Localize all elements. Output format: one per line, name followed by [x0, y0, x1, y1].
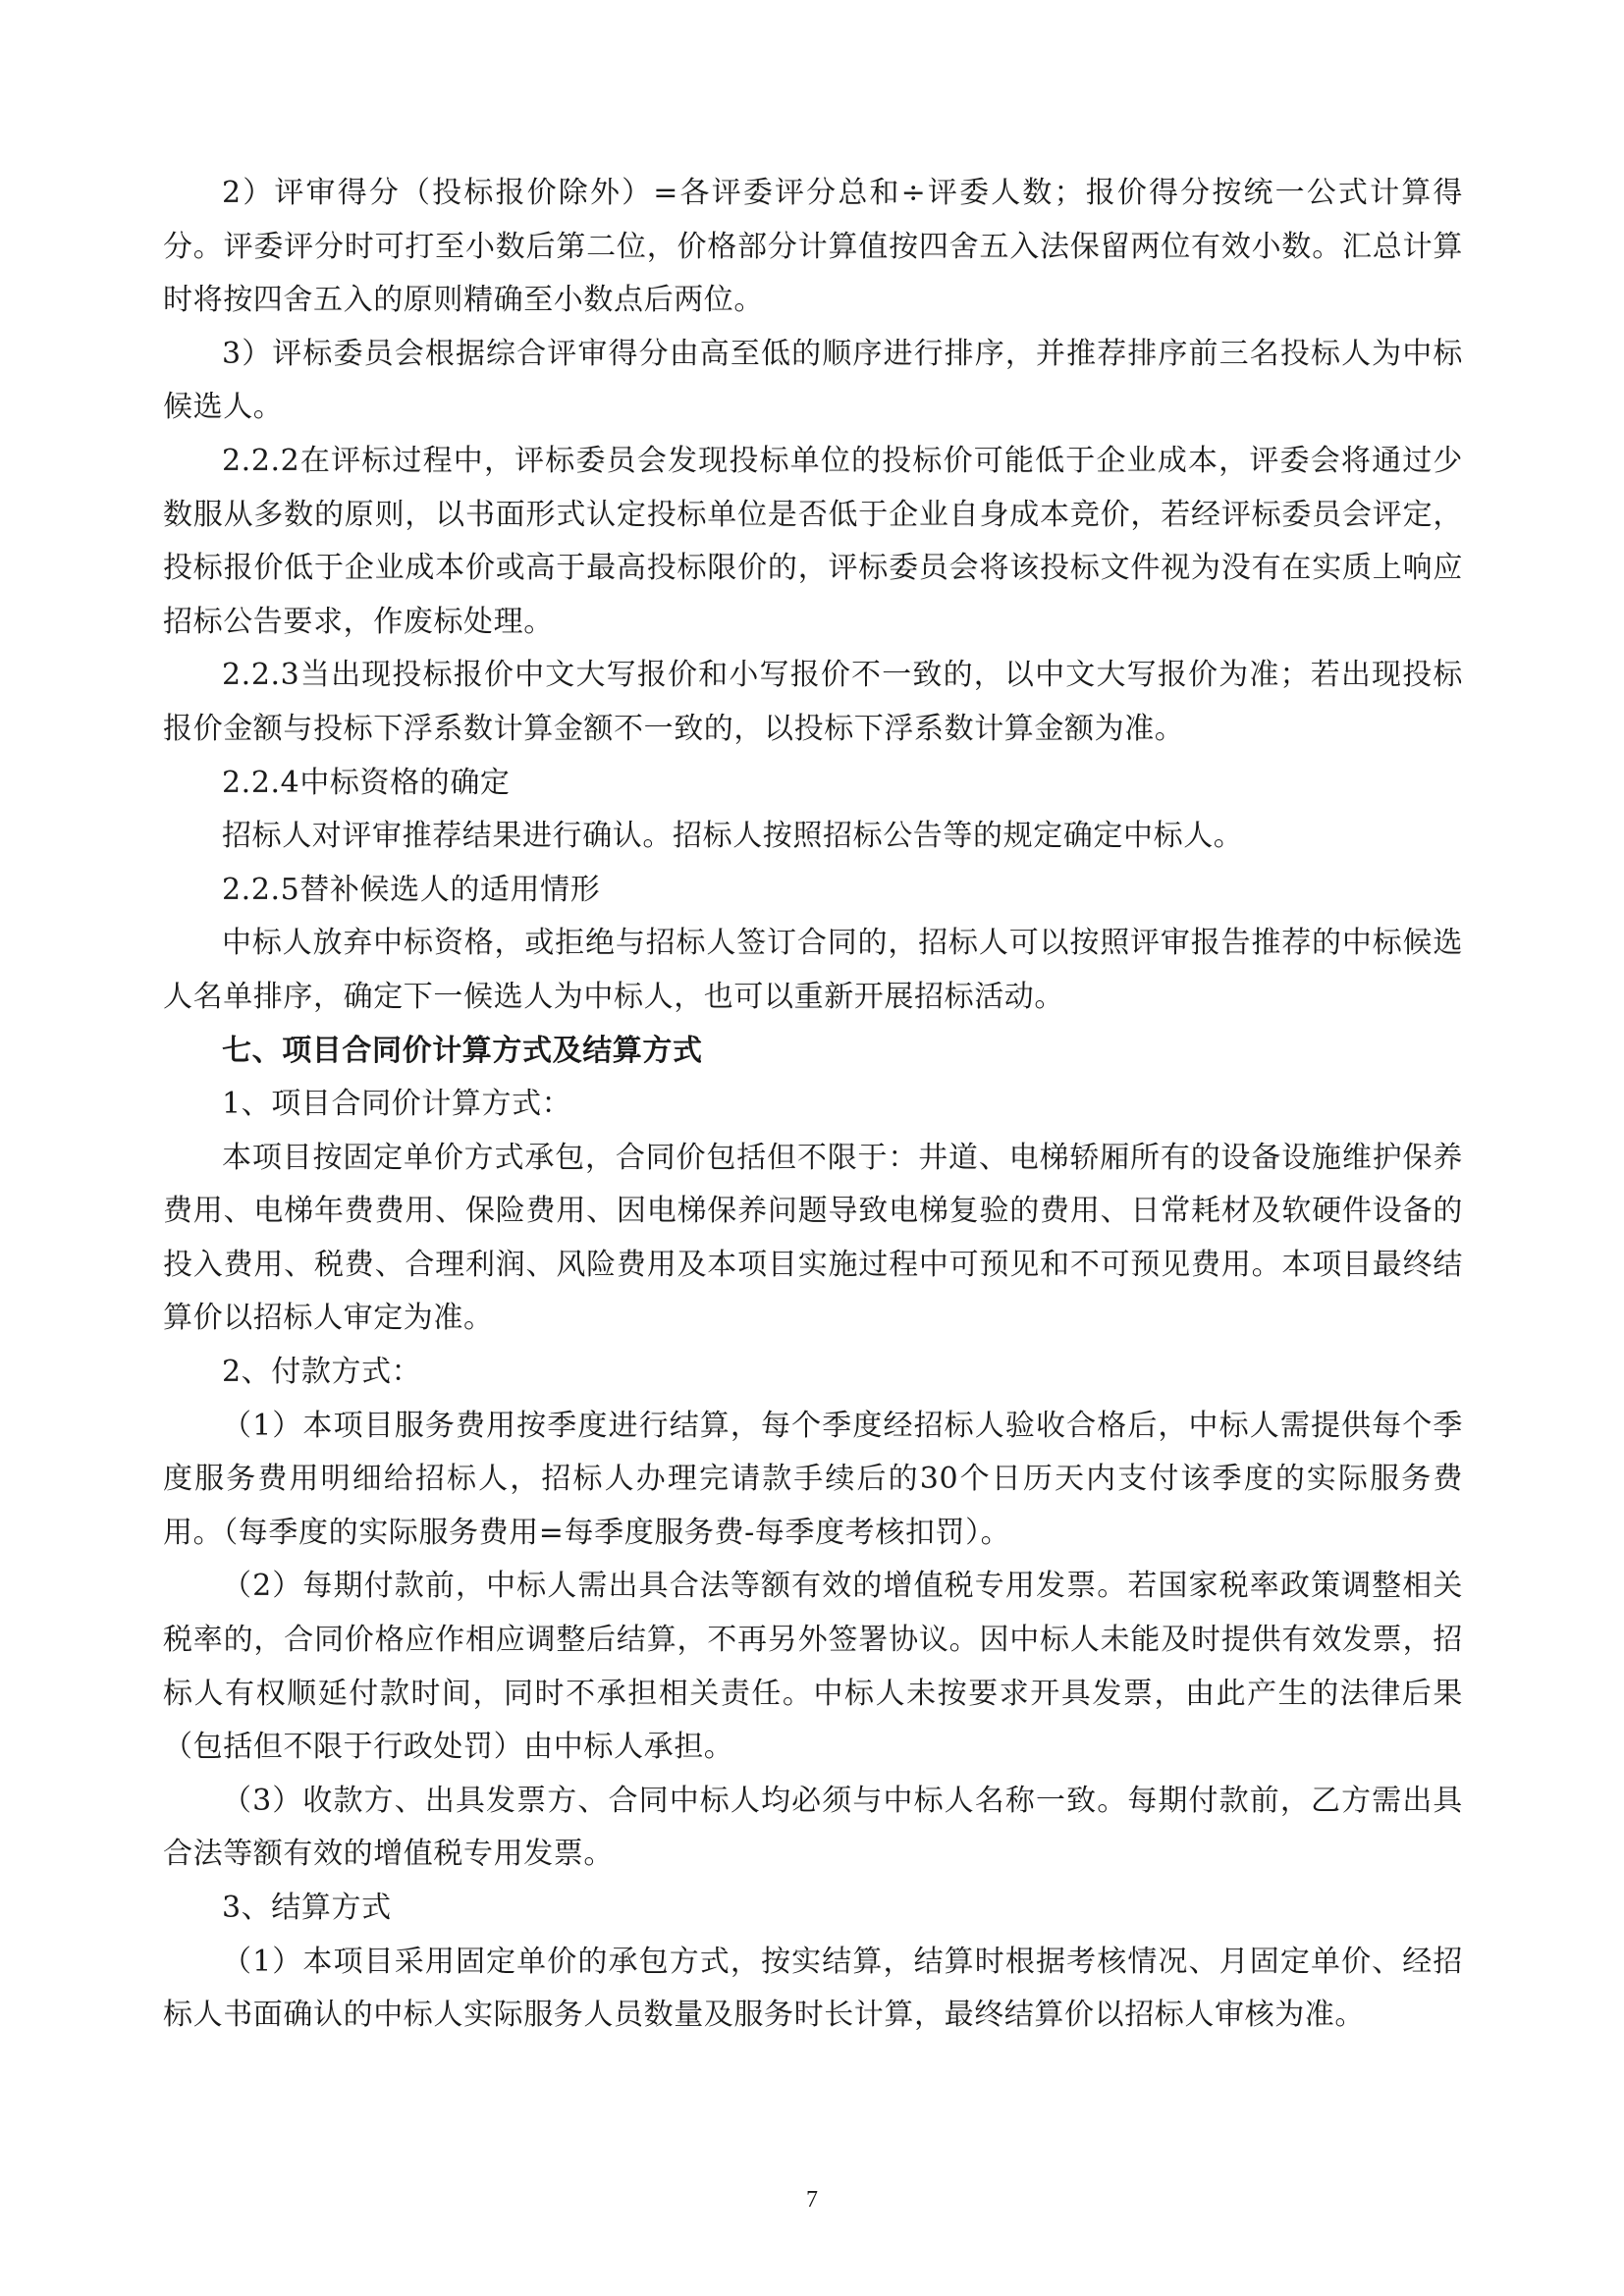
paragraph-settlement-1: （1）本项目采用固定单价的承包方式，按实结算，结算时根据考核情况、月固定单价、经招标人书面确认的中标人实际服务人员数量及服务时长计算，最终结算价以招标人审核为准。 [163, 1944, 1463, 2033]
paragraph-2-2-5-body: 中标人放弃中标资格，或拒绝与招标人签订合同的，招标人可以按照评审报告推荐的中标候选人名单排序，确定下一候选人为中标人，也可以重新开展招标活动。 [163, 926, 1463, 1014]
paragraph-2-2-3: 2.2.3当出现投标报价中文大写报价和小写报价不一致的，以中文大写报价为准；若出现投标报价金额与投标下浮系数计算金额不一致的，以投标下浮系数计算金额为准。 [163, 658, 1463, 746]
document-body [163, 167, 1463, 2043]
paragraph-evaluation-score: 2）评审得分（投标报价除外）=各评委评分总和÷评委人数；报价得分按统一公式计算得分。评委评分时可打至小数后第二位，价格部分计算值按四舍五入法保留两位有效小数。汇总计算时将按四舍五入的原则精确至小数点后两位。 [163, 176, 1463, 318]
subheading-price-calculation: 1、项目合同价计算方式： [222, 1087, 572, 1122]
paragraph-2-2-4-title: 2.2.4中标资格的确定 [222, 765, 511, 800]
paragraph-2-2-4-body: 招标人对评审推荐结果进行确认。招标人按照招标公告等的规定确定中标人。 [222, 819, 1244, 854]
paragraph-payment-3: （3）收款方、出具发票方、合同中标人均必须与中标人名称一致。每期付款前，乙方需出具合法等额有效的增值税专用发票。 [163, 1783, 1463, 1872]
paragraph-ranking: 3）评标委员会根据综合评审得分由高至低的顺序进行排序，并推荐排序前三名投标人为中标候选人。 [163, 336, 1463, 425]
paragraph-2-2-5-title: 2.2.5替补候选人的适用情形 [222, 872, 601, 907]
paragraph-payment-2: （2）每期付款前，中标人需出具合法等额有效的增值税专用发票。若国家税率政策调整相关税率的，合同价格应作相应调整后结算，不再另外签署协议。因中标人未能及时提供有效发票，招标人有权顺延付款时间，同时不承担相关责任。中标人未按要求开具发票，由此产生的法律后果（包括但不限于行政处罚）由中标人承担。 [163, 1569, 1463, 1765]
page-number: 7 [806, 2187, 818, 2213]
paragraph-payment-1: （1）本项目服务费用按季度进行结算，每个季度经招标人验收合格后，中标人需提供每个季度服务费用明细给招标人，招标人办理完请款手续后的30个日历天内支付该季度的实际服务费用。（每季度的实际服务费用=每季度服务费-每季度考核扣罚）。 [163, 1408, 1463, 1550]
subheading-payment-method: 2、付款方式： [222, 1355, 422, 1390]
section-heading-contract-price: 七、项目合同价计算方式及结算方式 [222, 1033, 703, 1068]
subheading-settlement-method: 3、结算方式 [222, 1891, 392, 1925]
paragraph-2-2-2: 2.2.2在评标过程中，评标委员会发现投标单位的投标价可能低于企业成本，评委会将通过少数服从多数的原则，以书面形式认定投标单位是否低于企业自身成本竞价，若经评标委员会评定，投标报价低于企业成本价或高于最高投标限价的，评标委员会将该投标文件视为没有在实质上响应招标公告要求，作废标处理。 [163, 443, 1463, 639]
paragraph-price-scope: 本项目按固定单价方式承包，合同价包括但不限于：井道、电梯轿厢所有的设备设施维护保养费用、电梯年费费用、保险费用、因电梯保养问题导致电梯复验的费用、日常耗材及软硬件设备的投入费用、税费、合理利润、风险费用及本项目实施过程中可预见和不可预见费用。本项目最终结算价以招标人审定为准。 [163, 1140, 1463, 1336]
